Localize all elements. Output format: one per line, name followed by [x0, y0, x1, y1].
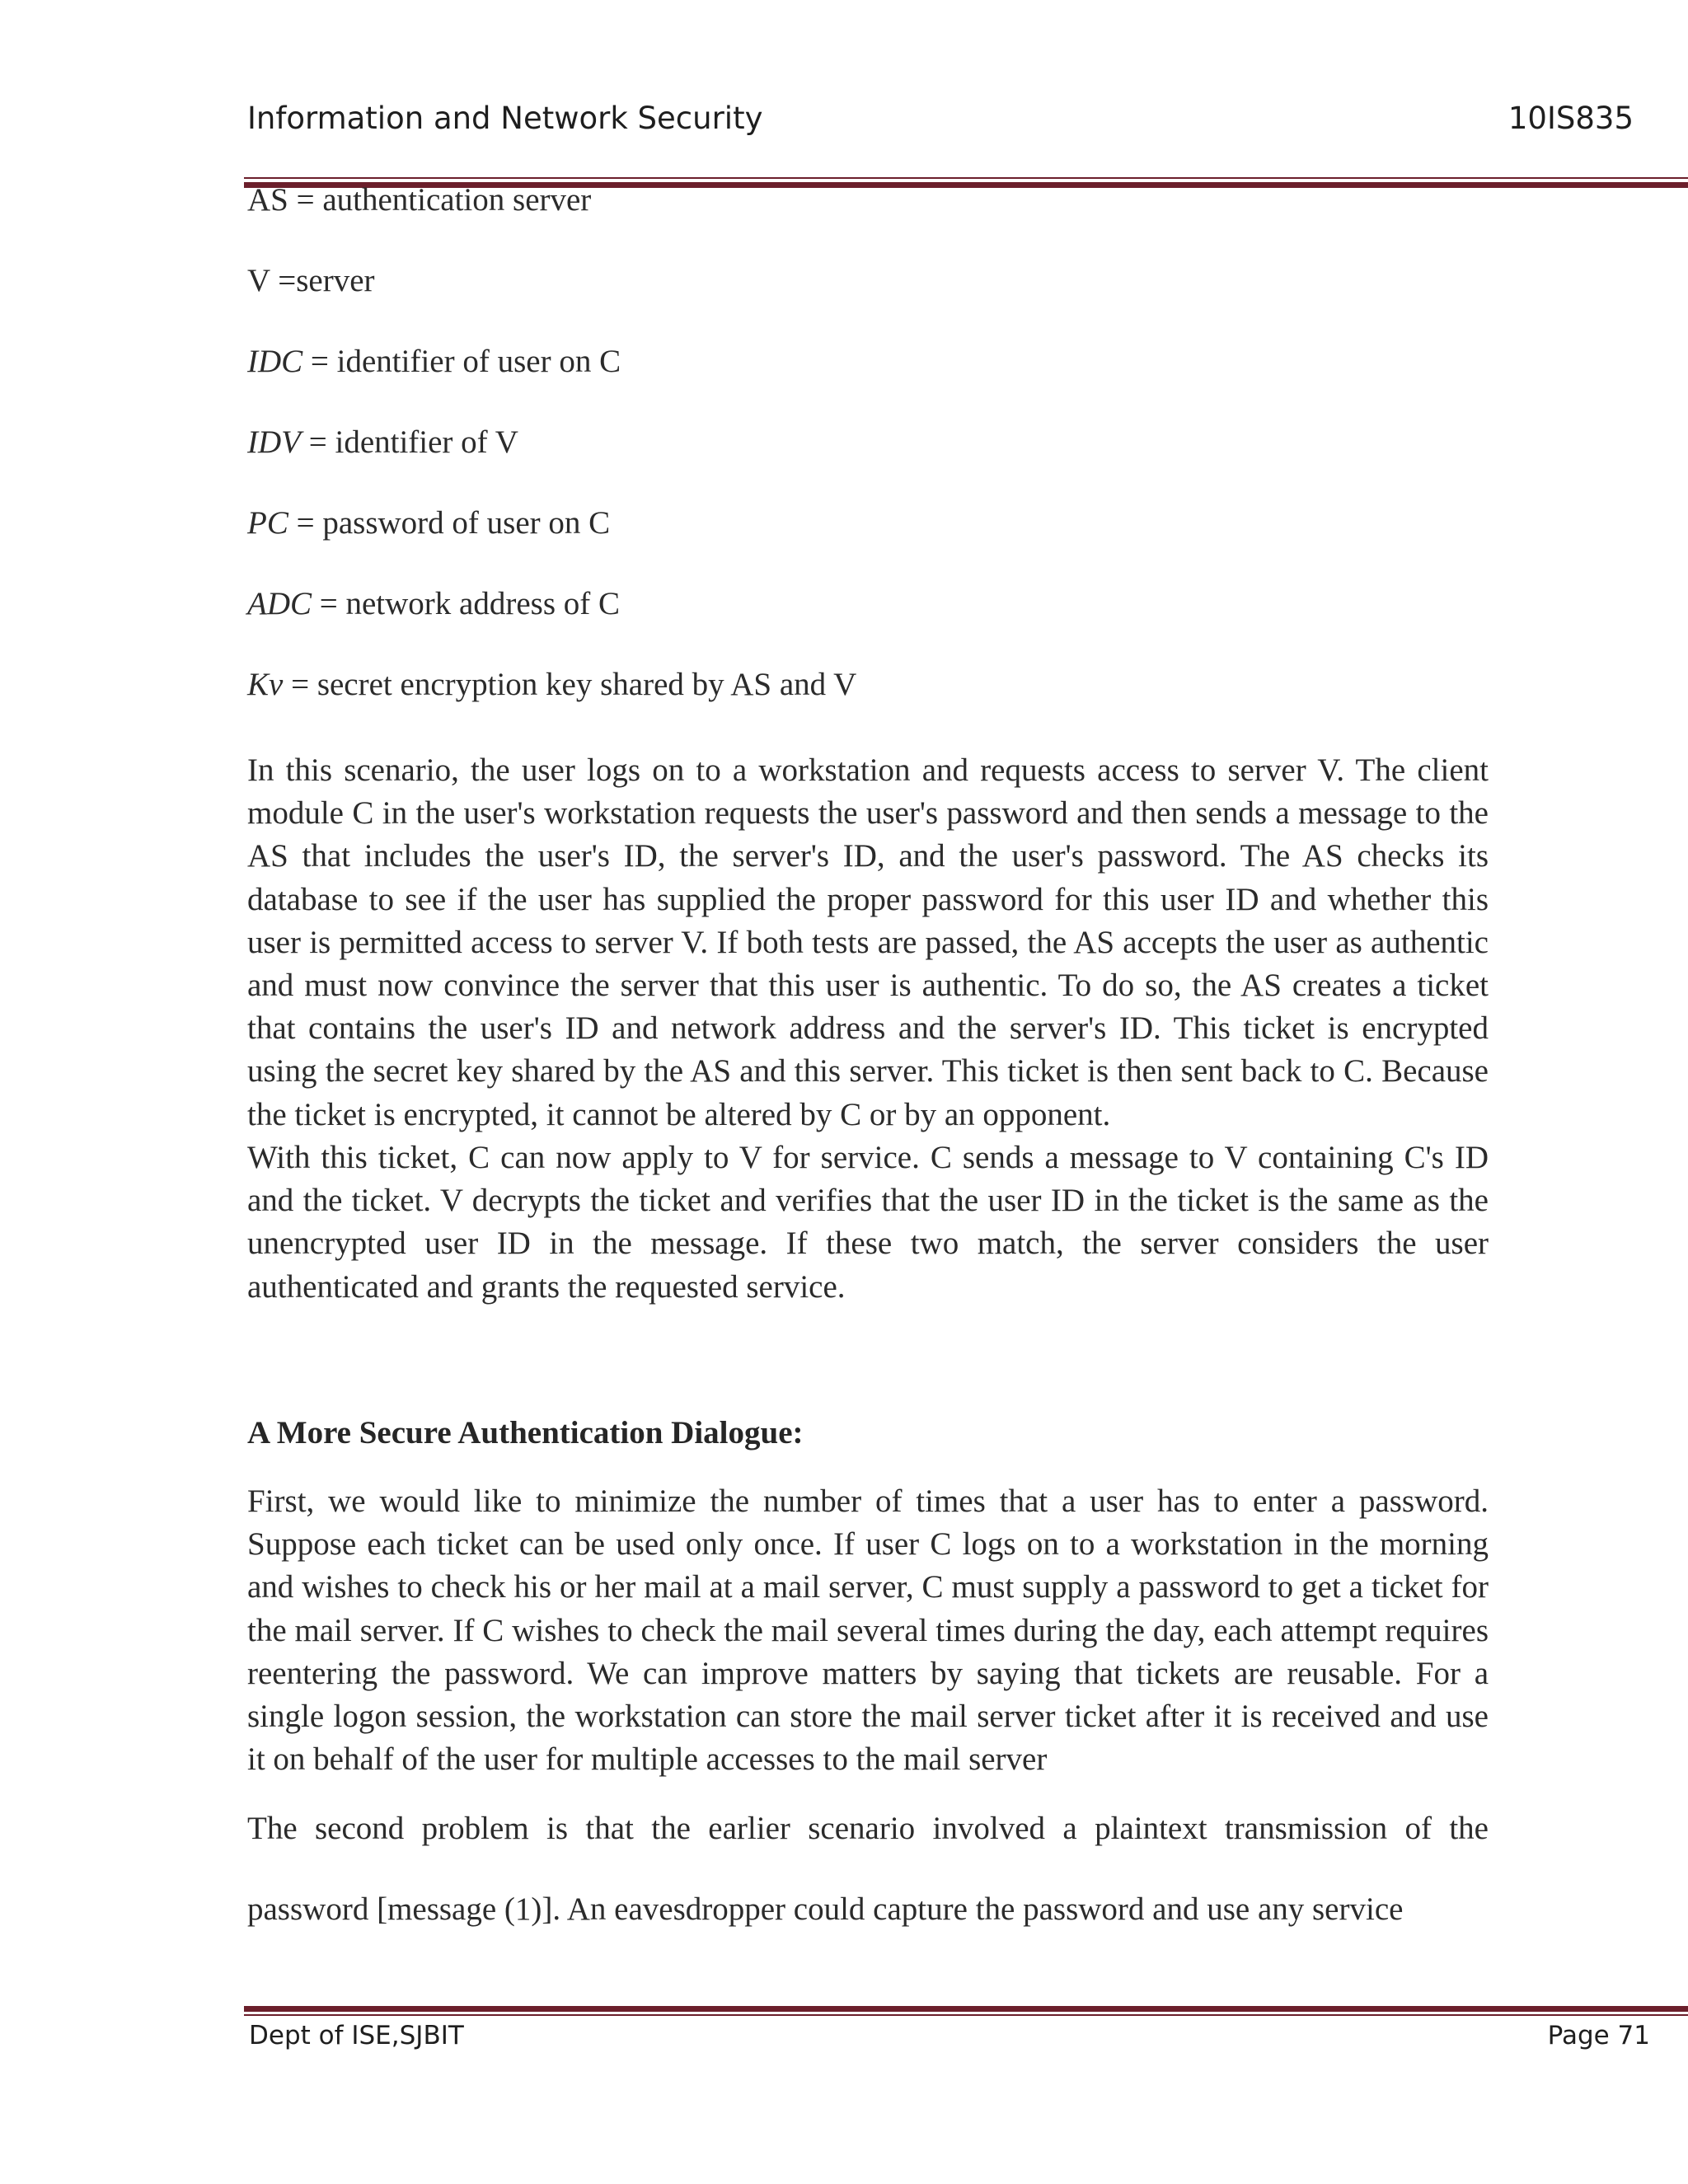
definition-symbol: PC — [247, 505, 288, 541]
definition-text: = secret encryption key shared by AS and V — [283, 667, 857, 702]
course-code: 10IS835 — [1507, 101, 1634, 136]
definition-symbol: IDV — [247, 424, 301, 460]
definition-symbol: V — [247, 263, 270, 298]
definition-item — [247, 585, 1484, 622]
paragraph-first-problem: First, we would like to minimize the number of times that a user has to enter a password. Suppose each ticket can be used only once. If user C logs on to a workstation in the morning and wishes to check his or her mail at a mail server, C must supply a password to get a ticket for the mail server. If C wishes to check the mail several times during the day, each attempt requires reentering the password. We can improve matters by saying that tickets are reusable. For a single logon session, the workstation can store the mail server ticket after it is received and use it on behalf of the user for multiple accesses to the mail server — [247, 1483, 1489, 1778]
definition-text: =server — [270, 263, 375, 298]
definition-item — [247, 666, 1484, 703]
definitions-list — [247, 181, 1484, 747]
header-rule-thin — [244, 177, 1688, 179]
section-heading: A More Secure Authentication Dialogue: — [247, 1415, 804, 1451]
definition-item — [247, 504, 1484, 541]
footer-rule-thin — [244, 2014, 1688, 2016]
definition-text: = authentication server — [288, 182, 592, 218]
definition-symbol: AS — [247, 182, 288, 218]
definition-symbol: ADC — [247, 586, 312, 621]
definition-item — [247, 424, 1484, 461]
department-label: Dept of ISE,SJBIT — [249, 2021, 464, 2050]
page-number: Page 71 — [1547, 2021, 1650, 2050]
definition-text: = identifier of V — [300, 424, 518, 460]
definition-item — [247, 262, 1484, 299]
page-footer — [247, 2019, 1650, 2055]
definition-symbol: IDC — [247, 344, 303, 379]
paragraph-ticket: With this ticket, C can now apply to V for service. C sends a message to V containing C's ID and the ticket. V decrypts the ticket and verifies that the user ID in the ticket is the same as the unencrypted user ID in the message. If these two match, the server considers the user authenticated and grants the requested service. — [247, 1140, 1489, 1305]
paragraph-scenario: In this scenario, the user logs on to a workstation and requests access to server V. The client module C in the user's workstation requests the user's password and then sends a message to the AS that includes the user's ID, the server's ID, and the user's password. The AS checks its database to see if the user has supplied the proper password for this user ID and whether this user is permitted access to server V. If both tests are passed, the AS accepts the user as authentic and must now convince the server that this user is authentic. To do so, the AS creates a ticket that contains the user's ID and network address and the server's ID. This ticket is encrypted using the secret key shared by the AS and this server. This ticket is then sent back to C. Because the ticket is encrypted, it cannot be altered by C or by an opponent. — [247, 752, 1489, 1132]
definition-text: = network address of C — [312, 586, 621, 621]
paragraph-second-problem: The second problem is that the earlier scenario involved a plaintext transmission of the password [message (1)]. An eavesdropper could capture the password and use any service — [247, 1811, 1489, 1927]
definition-symbol: Kv — [247, 667, 284, 702]
document-title: Information and Network Security — [247, 101, 763, 136]
definition-text: = identifier of user on C — [302, 344, 621, 379]
definition-item — [247, 343, 1484, 380]
definition-item — [247, 181, 1484, 218]
definition-text: = password of user on C — [288, 505, 611, 541]
page-header — [247, 97, 1634, 147]
footer-rule-thick — [244, 2006, 1688, 2012]
